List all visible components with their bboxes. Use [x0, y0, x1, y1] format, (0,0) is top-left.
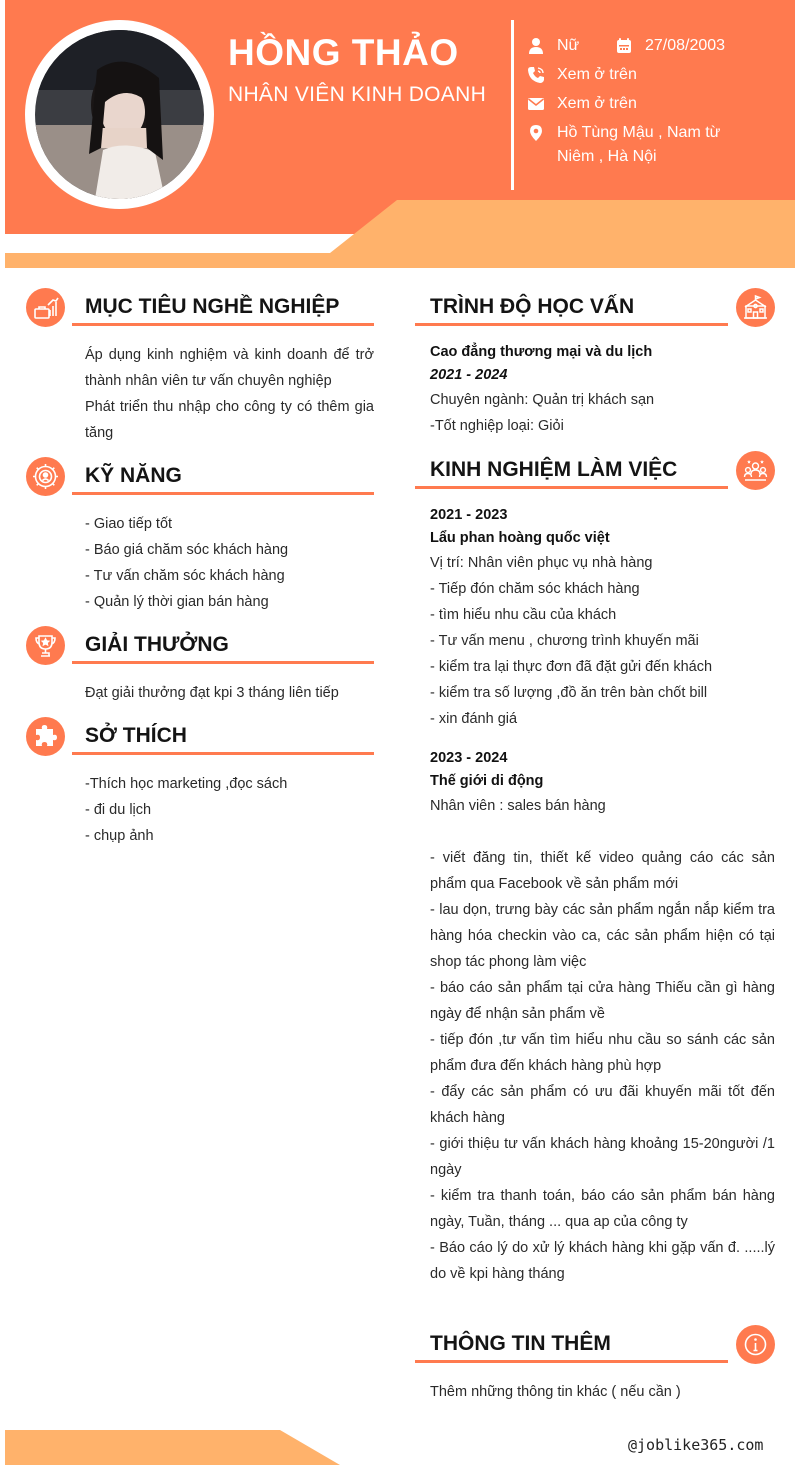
- job-1: [430, 504, 775, 732]
- person-icon: [527, 37, 545, 55]
- address-info: [527, 121, 737, 169]
- spacer: [430, 819, 775, 845]
- candidate-role: NHÂN VIÊN KINH DOANH: [228, 83, 487, 106]
- address-line-1: Hồ Tùng Mậu , Nam từ: [557, 124, 721, 141]
- job-duty: - giới thiệu tư vấn khách hàng khoảng 15-20người /1 ngày: [430, 1136, 775, 1178]
- job-position: Vị trí: Nhân viên phục vụ nhà hàng: [430, 555, 653, 571]
- objective-body: [85, 342, 374, 446]
- phone-icon: [527, 66, 545, 84]
- skill-item: - Quản lý thời gian bán hàng: [85, 594, 269, 610]
- experience-title: KINH NGHIỆM LÀM VIỆC: [430, 458, 678, 481]
- job-company: Lẩu phan hoàng quốc việt: [430, 530, 610, 546]
- dob-info: [615, 34, 725, 58]
- objective-line: Áp dụng kinh nghiệm và kinh doanh để trở thành nhân viên tư vấn chuyên nghiệp: [85, 347, 374, 389]
- gear-person-icon: [26, 457, 65, 496]
- job-company: Thế giới di động: [430, 773, 544, 789]
- skills-title: KỸ NĂNG: [85, 464, 182, 487]
- job-duty: - kiểm tra thanh toán, báo cáo sản phẩm bán hàng ngày, Tuần, tháng ... qua ap của công ty: [430, 1188, 775, 1230]
- skill-item: - Giao tiếp tốt: [85, 516, 173, 532]
- address-text: [557, 121, 720, 169]
- trophy-icon: [26, 626, 65, 665]
- education-major: Chuyên ngành: Quản trị khách sạn: [430, 392, 655, 408]
- skill-item: - Tư vấn chăm sóc khách hàng: [85, 568, 285, 584]
- email-info: [527, 92, 637, 116]
- info-icon: [736, 1325, 775, 1364]
- job-duty: - tiếp đón ,tư vấn tìm hiểu nhu cầu so sánh các sản phẩm đưa đến khách hàng phù hợp: [430, 1032, 775, 1074]
- gender-info: [527, 34, 579, 58]
- objective-line: Phát triển thu nhập cho công ty có thêm gia tăng: [85, 399, 374, 441]
- objective-title: MỤC TIÊU NGHỀ NGHIỆP: [85, 295, 340, 318]
- footer-accent-shape: [5, 1430, 340, 1465]
- objective-underline: [72, 323, 374, 326]
- footer-brand: @joblike365.com: [628, 1436, 764, 1454]
- hobby-item: - chụp ảnh: [85, 828, 154, 844]
- job-duty: - kiểm tra số lượng ,đồ ăn trên bàn chốt bill: [430, 685, 708, 701]
- more-info-body: [430, 1379, 775, 1405]
- job-duty: - đẩy các sản phẩm có ưu đãi khuyến mãi tốt đến khách hàng: [430, 1084, 775, 1126]
- hobby-item: - đi du lịch: [85, 802, 152, 818]
- job-period: 2021 - 2023: [430, 507, 508, 523]
- experience-underline: [415, 486, 728, 489]
- avatar-frame: [25, 20, 214, 209]
- dob-text: 27/08/2003: [645, 37, 726, 54]
- hobbies-list: [85, 771, 374, 849]
- job-2: [430, 747, 775, 1287]
- education-school: Cao đẳng thương mại và du lịch: [430, 344, 653, 360]
- growth-chart-icon: [26, 288, 65, 327]
- education-period: 2021 - 2024: [430, 367, 508, 383]
- hobby-item: -Thích học marketing ,đọc sách: [85, 776, 288, 792]
- more-info-title: THÔNG TIN THÊM: [430, 1332, 611, 1355]
- awards-title: GIẢI THƯỞNG: [85, 633, 229, 656]
- job-duty: - Tiếp đón chăm sóc khách hàng: [430, 581, 640, 597]
- job-duty: - lau dọn, trưng bày các sản phẩm ngắn nắp kiểm tra hàng hóa checkin vào ca, các sản phẩm hiện có tại shop tác phong làm việc: [430, 902, 775, 970]
- education-underline: [415, 323, 728, 326]
- job-period: 2023 - 2024: [430, 750, 508, 766]
- awards-list: [85, 680, 374, 706]
- skills-list: [85, 511, 374, 615]
- hobbies-title: SỞ THÍCH: [85, 724, 187, 747]
- awards-underline: [72, 661, 374, 664]
- job-duty: - viết đăng tin, thiết kế video quảng cáo các sản phẩm qua Facebook về sản phẩm mới: [430, 850, 775, 892]
- job-position: Nhân viên : sales bán hàng: [430, 798, 606, 814]
- education-grade: -Tốt nghiệp loại: Giỏi: [430, 418, 564, 434]
- puzzle-icon: [26, 717, 65, 756]
- avatar: [35, 30, 204, 199]
- team-icon: [736, 451, 775, 490]
- gender-text: Nữ: [557, 37, 580, 54]
- address-line-2: Niêm , Hà Nội: [557, 148, 657, 165]
- envelope-icon: [527, 95, 545, 113]
- more-info-text: Thêm những thông tin khác ( nếu cần ): [430, 1384, 681, 1400]
- job-duty: - Tư vấn menu , chương trình khuyến mãi: [430, 633, 699, 649]
- more-info-underline: [415, 1360, 728, 1363]
- header-divider: [511, 20, 514, 190]
- phone-text: Xem ở trên: [557, 66, 637, 83]
- school-building-icon: [736, 288, 775, 327]
- job-duty: - Báo cáo lý do xử lý khách hàng khi gặp vấn đ. .....lý do về kpi hàng tháng: [430, 1240, 775, 1282]
- education-title: TRÌNH ĐỘ HỌC VẤN: [430, 295, 635, 318]
- skills-underline: [72, 492, 374, 495]
- header-banner: [5, 0, 795, 268]
- skill-item: - Báo giá chăm sóc khách hàng: [85, 542, 289, 558]
- job-duty: - tìm hiểu nhu cầu của khách: [430, 607, 617, 623]
- job-duty: - xin đánh giá: [430, 711, 518, 727]
- phone-info: [527, 63, 637, 87]
- job-duty: - kiểm tra lại thực đơn đã đặt gửi đến khách: [430, 659, 713, 675]
- hobbies-underline: [72, 752, 374, 755]
- job-duty: - báo cáo sản phẩm tại cửa hàng Thiếu cần gì hàng ngày để nhận sản phẩm về: [430, 980, 775, 1022]
- location-pin-icon: [527, 124, 545, 142]
- calendar-icon: [615, 37, 633, 55]
- award-item: Đạt giải thưởng đạt kpi 3 tháng liên tiếp: [85, 685, 339, 701]
- candidate-name: HỒNG THẢO: [228, 32, 459, 73]
- education-body: [430, 341, 775, 439]
- email-text: Xem ở trên: [557, 95, 637, 112]
